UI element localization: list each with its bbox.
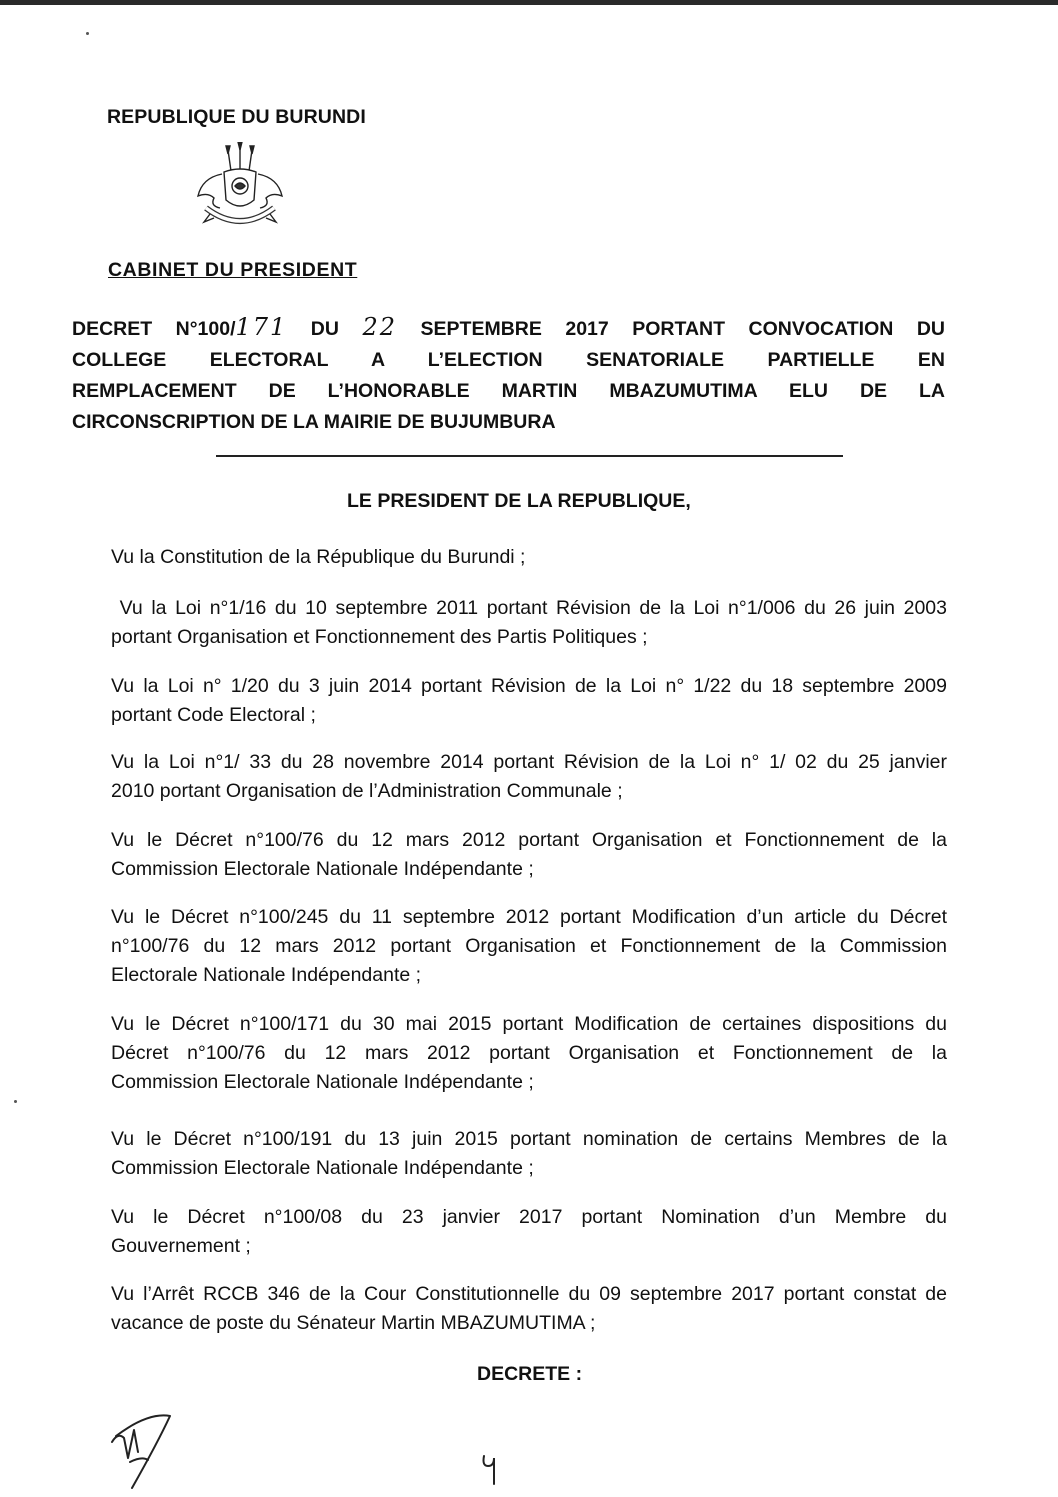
- handwritten-mark-icon: [478, 1452, 502, 1486]
- visa-line: Vu le Décret n°100/76 du 12 mars 2012 portant Organisation et Fonctionnement de la: [111, 829, 947, 851]
- visa-paragraph: [111, 826, 947, 884]
- scan-speck: [86, 32, 89, 35]
- visa-line: portant Code Electoral ;: [111, 704, 316, 726]
- visa-line: n°100/76 du 12 mars 2012 portant Organisation et Fonctionnement de la Commission: [111, 935, 947, 957]
- visa-line: Vu la Constitution de la République du Burundi ;: [111, 546, 526, 568]
- visa-paragraph: [111, 903, 947, 990]
- visa-paragraph: [111, 1010, 947, 1097]
- visa-paragraph: [111, 1280, 947, 1338]
- decrete-heading: DECRETE :: [477, 1363, 583, 1385]
- decree-title-text: DECRET N°100/: [72, 318, 236, 340]
- visa-paragraph: [111, 672, 947, 730]
- burundi-coat-of-arms-icon: [190, 142, 290, 234]
- decree-title-line: [72, 312, 945, 345]
- title-divider: [216, 455, 843, 457]
- visa-paragraph: [111, 543, 947, 572]
- visa-paragraph: [111, 1125, 947, 1183]
- scan-speck: [14, 1100, 17, 1103]
- decree-title-text: SEPTEMBRE 2017 PORTANT CONVOCATION DU: [397, 318, 945, 340]
- visa-line: Vu la Loi n°1/ 33 du 28 novembre 2014 portant Révision de la Loi n° 1/ 02 du 25 janvier: [111, 751, 947, 773]
- visa-line: 2010 portant Organisation de l’Administration Communale ;: [111, 780, 623, 802]
- president-heading: LE PRESIDENT DE LA REPUBLIQUE,: [347, 490, 691, 512]
- visa-line: Décret n°100/76 du 12 mars 2012 portant Organisation et Fonctionnement de la: [111, 1042, 947, 1064]
- decree-title-line: REMPLACEMENT DE L’HONORABLE MARTIN MBAZUMUTIMA ELU DE LA: [72, 380, 945, 402]
- visa-line: Electorale Nationale Indépendante ;: [111, 964, 422, 986]
- visa-line: vacance de poste du Sénateur Martin MBAZUMUTIMA ;: [111, 1312, 596, 1334]
- visa-paragraph: [111, 594, 947, 652]
- visa-line: Gouvernement ;: [111, 1235, 251, 1257]
- visa-line: Commission Electorale Nationale Indépendante ;: [111, 1157, 534, 1179]
- visa-line: Commission Electorale Nationale Indépendante ;: [111, 858, 534, 880]
- visa-paragraph: [111, 748, 947, 806]
- decree-title-line: CIRCONSCRIPTION DE LA MAIRIE DE BUJUMBURA: [72, 411, 556, 433]
- visa-line: Vu le Décret n°100/171 du 30 mai 2015 portant Modification de certaines dispositions du: [111, 1013, 947, 1035]
- handwritten-initials-icon: [108, 1402, 178, 1492]
- visa-line: Commission Electorale Nationale Indépendante ;: [111, 1071, 534, 1093]
- visa-line: portant Organisation et Fonctionnement des Partis Politiques ;: [111, 626, 648, 648]
- handwritten-decree-number: 171: [235, 313, 288, 341]
- visa-line: Vu l’Arrêt RCCB 346 de la Cour Constitutionnelle du 09 septembre 2017 portant constat de: [111, 1283, 947, 1305]
- visa-line: Vu le Décret n°100/08 du 23 janvier 2017 portant Nomination d’un Membre du: [111, 1206, 947, 1228]
- visa-line: Vu le Décret n°100/191 du 13 juin 2015 portant nomination de certains Membres de la: [111, 1128, 947, 1150]
- scan-top-edge: [0, 0, 1058, 5]
- decree-title-line: COLLEGE ELECTORAL A L’ELECTION SENATORIALE PARTIELLE EN: [72, 349, 945, 371]
- decree-title: [72, 312, 945, 438]
- republic-heading: REPUBLIQUE DU BURUNDI: [107, 106, 366, 128]
- handwritten-day: 22: [362, 313, 398, 341]
- visa-line: Vu la Loi n°1/16 du 10 septembre 2011 portant Révision de la Loi n°1/006 du 26 juin 2003: [111, 597, 947, 619]
- visa-line: Vu le Décret n°100/245 du 11 septembre 2012 portant Modification d’un article du Décret: [111, 906, 947, 928]
- decree-title-text: DU: [287, 318, 363, 340]
- cabinet-heading: CABINET DU PRESIDENT: [108, 259, 358, 281]
- visa-line: Vu la Loi n° 1/20 du 3 juin 2014 portant Révision de la Loi n° 1/22 du 18 septembre 2009: [111, 675, 947, 697]
- visa-paragraph: [111, 1203, 947, 1261]
